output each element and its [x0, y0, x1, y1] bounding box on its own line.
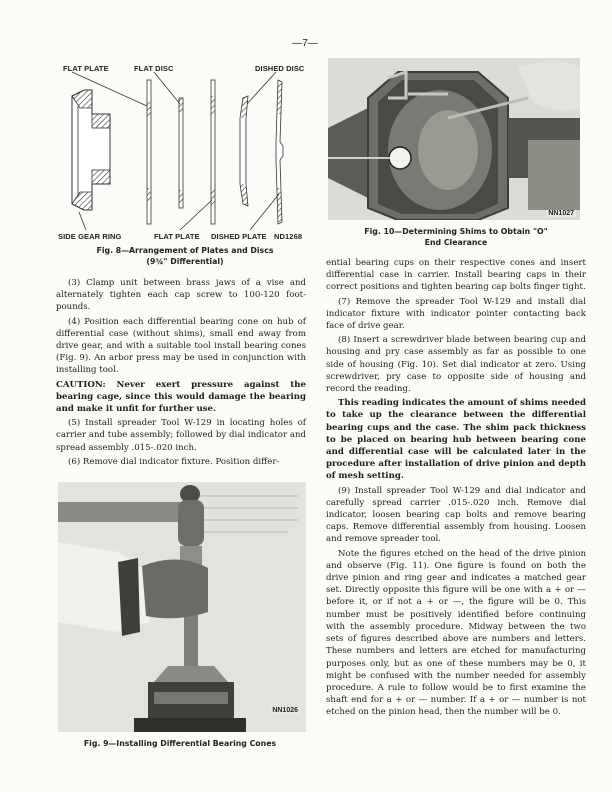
figure-8-caption-line2: (9¾" Differential): [146, 257, 224, 266]
paragraph-step-6: (6) Remove dial indicator fixture. Position differ-: [68, 456, 280, 467]
figure-8: [50, 60, 320, 270]
paragraph-step-4: (4) Position each differential bearing cone on hub of differential case (without shims), small end away from drive gear, and with a suitable tool install bearing cones (Fig. 9). An arbor press may be used in conjunction with installing tool.: [56, 316, 306, 376]
figure-10-caption-line2: End Clearance: [424, 238, 488, 247]
figure-10-photo: [328, 58, 580, 220]
side-gear-ring-drawing: [72, 90, 110, 210]
label-dished-plate: DISHED PLATE: [211, 232, 267, 241]
left-column-text: [56, 277, 306, 470]
figure-10-caption-line1: Fig. 10—Determining Shims to Obtain "O": [364, 227, 548, 236]
flat-plate-drawing-1: [147, 80, 151, 224]
differential-carrier-illustration: [328, 58, 580, 220]
figure-9-photo-number: NN1026: [272, 707, 298, 714]
label-dished-disc: DISHED DISC: [255, 64, 305, 73]
figure-8-caption: [60, 245, 310, 267]
drawing-number: ND1268: [274, 232, 303, 241]
dished-disc-drawing: [240, 96, 248, 206]
paragraph-step-6-continued: ential bearing cups on their respective cones and insert differential case in carrier. Install bearing caps in their correct positions and tighten bearing cap bolts finger tight.: [326, 258, 586, 293]
caution-paragraph: CAUTION: Never exert pressure against the bearing cage, since this would damage the bearing and make it unfit for further use.: [56, 379, 306, 415]
paragraph-step-5: (5) Install spreader Tool W-129 in locating holes of carrier and tube assembly; followed by dial indicator and spread assembly .015-.020 inch.: [56, 418, 306, 453]
figure-9-caption: Fig. 9—Installing Differential Bearing Cones: [83, 739, 277, 748]
figure-10-photo-number: NN1027: [548, 210, 574, 217]
paragraph-step-3: (3) Clamp unit between brass jaws of a vise and alternately tighten each cap screw to 100-120 foot-pounds.: [56, 278, 306, 313]
label-flat-plate-top: FLAT PLATE: [63, 64, 109, 73]
flat-plate-drawing-2: [211, 80, 215, 224]
figure-8-caption-line1: Fig. 8—Arrangement of Plates and Discs: [96, 246, 274, 255]
label-side-gear-ring: SIDE GEAR RING: [58, 232, 122, 241]
dished-plate-drawing: [276, 80, 283, 224]
paragraph-step-9: (9) Install spreader Tool W-129 and dial indicator and carefully spread carrier .015-.020 inch. Remove dial indicator, loosen bearing cap bolts and remove bearing caps. Remove differential assembly from housing. Loosen and remove spreader tool.: [326, 485, 586, 545]
hammer-tool-illustration: [58, 482, 306, 732]
pinion-figures-note: Note the figures etched on the head of the drive pinion and observe (Fig. 11). One figure is found on both the drive pinion and ring gear and indicates a matched gear set. Directly opposite this figure will be one with a + or — before it, or if not a + or —, the figure will be 0. This number must be positively identified before continuing with the assembly procedure. Midway between the two sets of figures described above are numbers and letters. These numbers and letters are etched for manufacturing purposes only, but as one of these numbers may be 0, it might be confused with the number needed for assembly procedure. A rule to follow would be to first examine the shaft end for a + or — number. If a + or — number is not etched on the pinion head, then the number will be 0.: [326, 548, 586, 718]
paragraph-step-7: (7) Remove the spreader Tool W-129 and install dial indicator fixture with indicator pointer contacting back face of drive gear.: [326, 296, 586, 332]
figure-9-photo: [58, 482, 306, 732]
plates-discs-drawing: [50, 60, 320, 240]
right-column-text: [326, 257, 586, 721]
shim-reading-note: This reading indicates the amount of shims needed to take up the clearance between the differential bearing cups and the case. The shim pack thickness to be placed on bearing hub between bearing cone and differential case will be calculated later in the procedure after installation of drive pinion and depth of mesh setting.: [326, 398, 586, 482]
flat-disc-drawing: [179, 98, 183, 208]
paragraph-step-8: (8) Insert a screwdriver blade between bearing cup and housing and pry case assembly as far as possible to one side of housing (Fig. 10). Set dial indicator at zero. Using screwdriver, pry case to opposite side of housing and record the reading.: [326, 335, 586, 395]
figure-10-caption: [336, 226, 576, 248]
label-flat-plate-bottom: FLAT PLATE: [154, 232, 200, 241]
label-flat-disc: FLAT DISC: [134, 64, 174, 73]
page-number: —7—: [292, 38, 318, 49]
